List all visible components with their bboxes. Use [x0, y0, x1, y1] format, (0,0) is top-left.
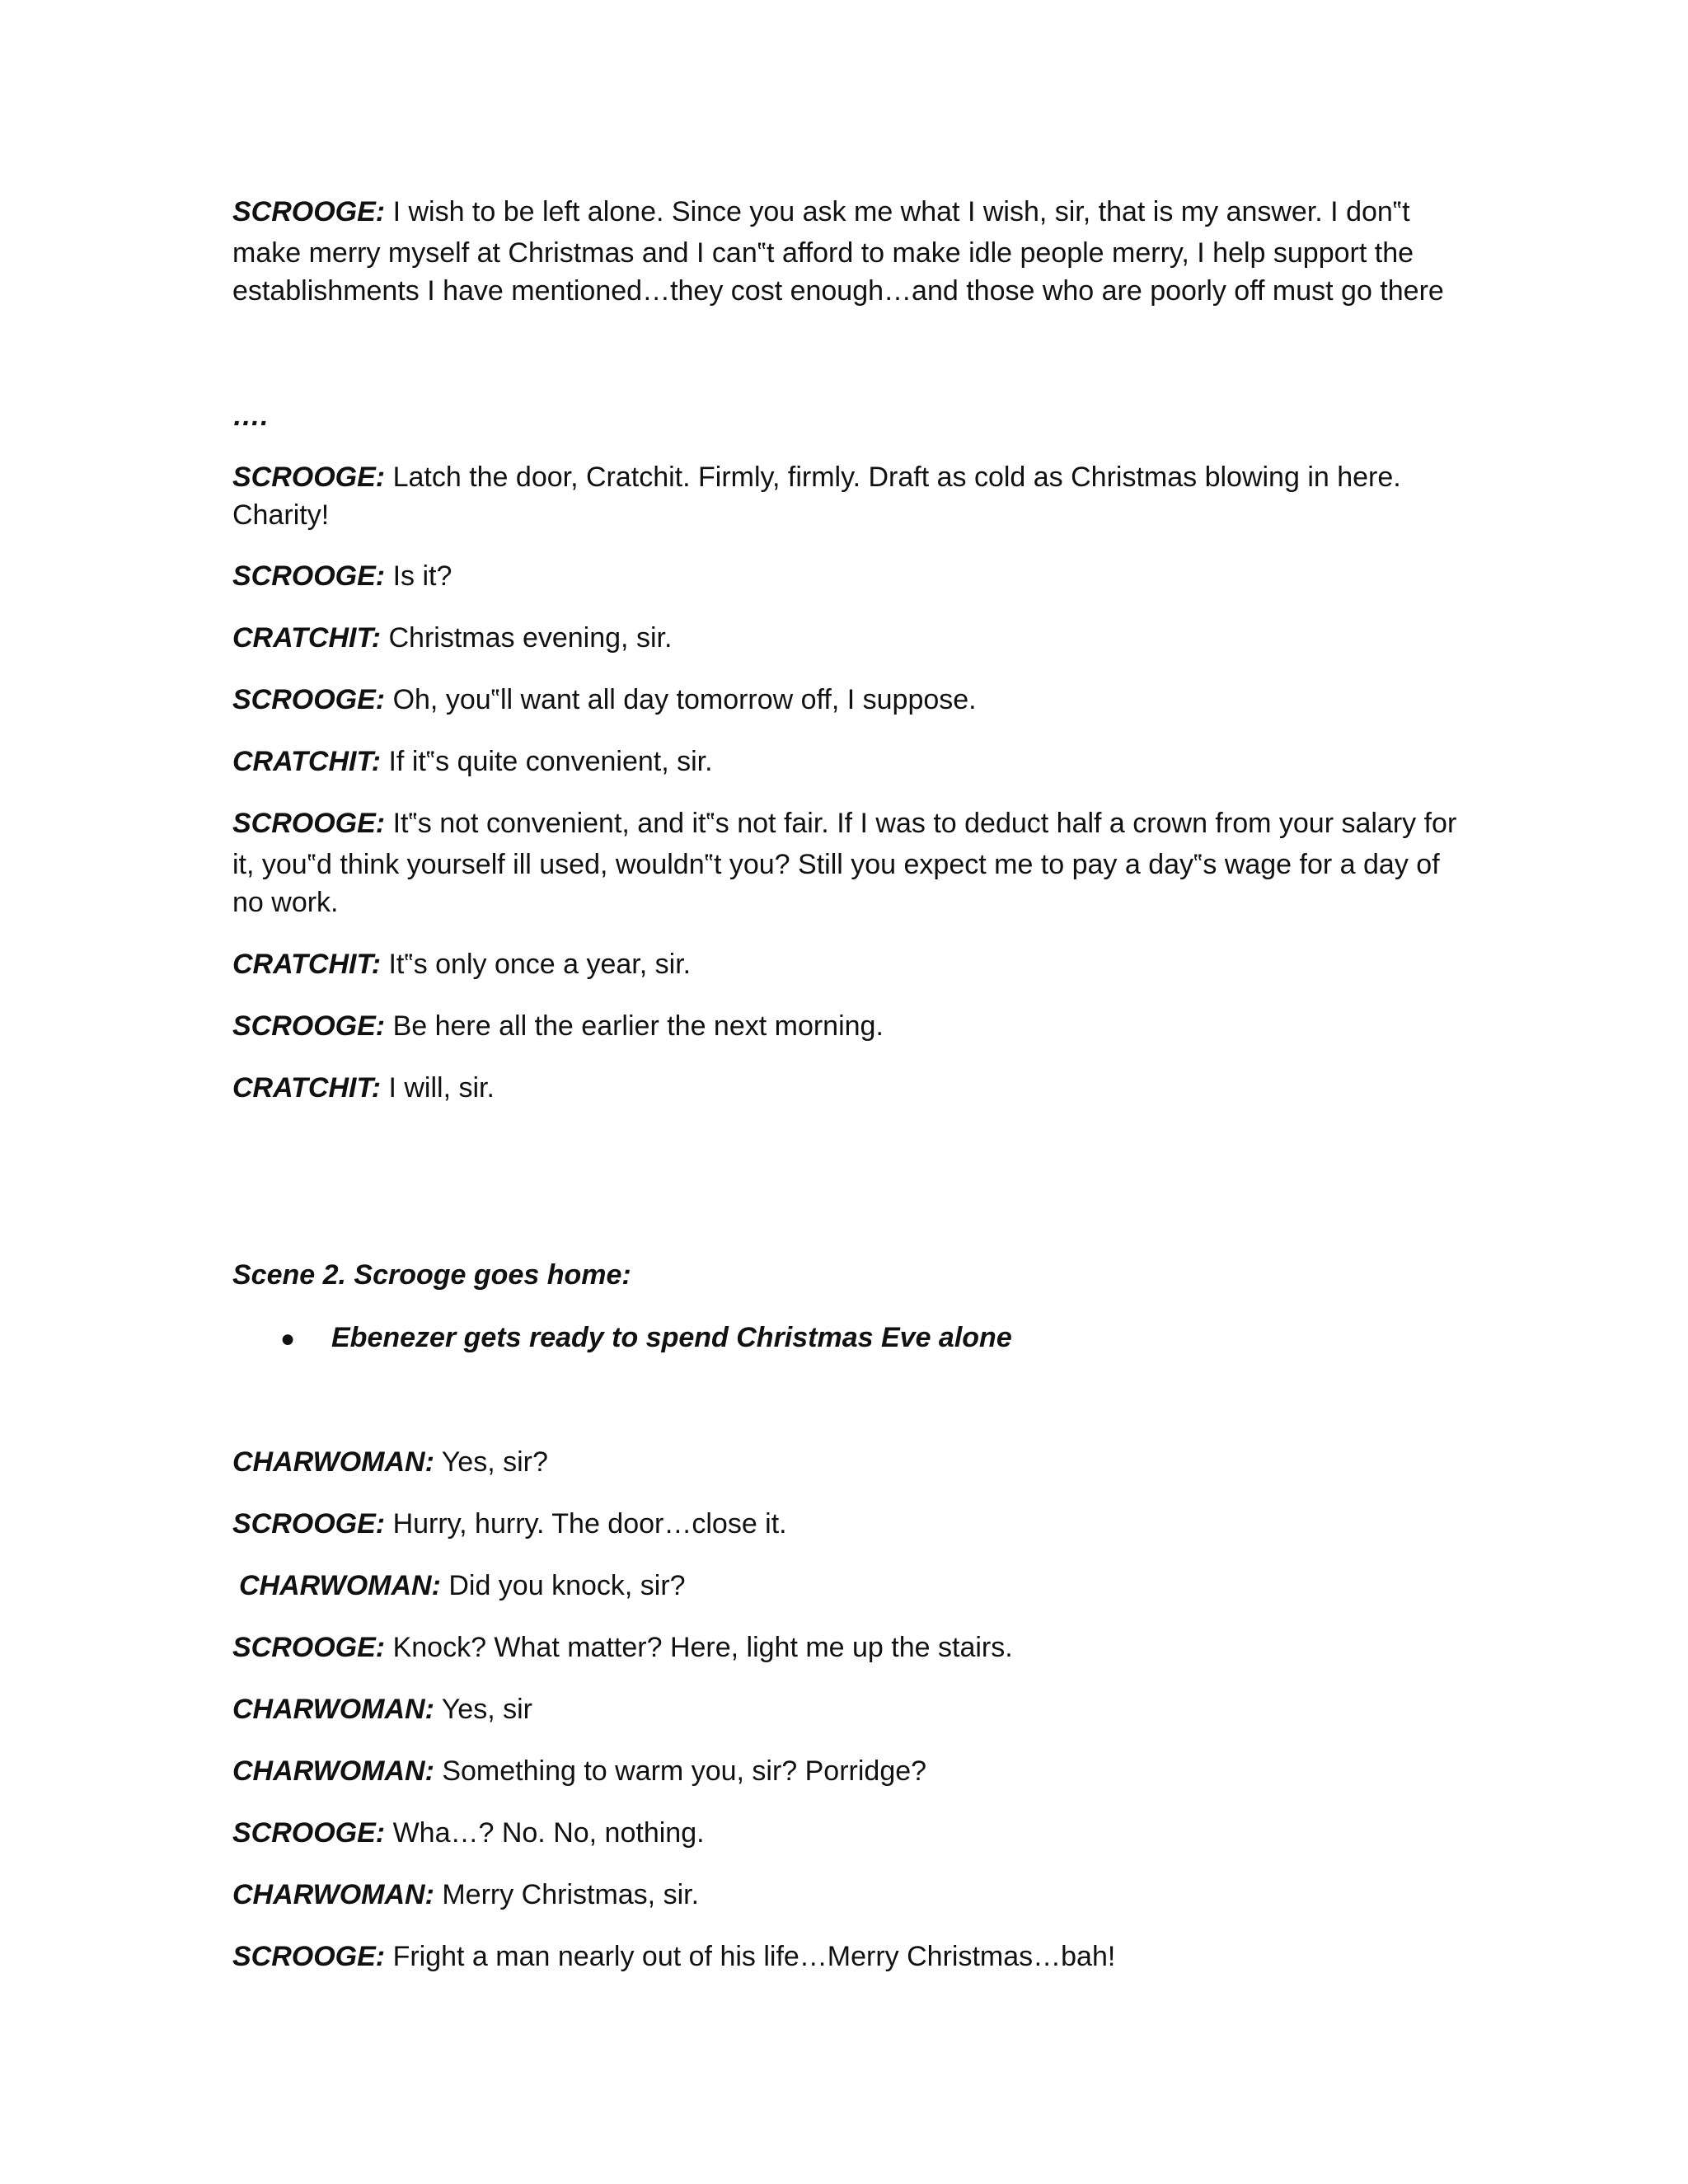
dialogue-text: It‟s only once a year, sir. [388, 949, 692, 980]
speaker-name: CHARWOMAN: [232, 1446, 434, 1478]
dialogue-text: Did you knock, sir? [448, 1570, 686, 1601]
section-separator: …. [232, 401, 269, 432]
dialogue-line [232, 458, 1469, 496]
dialogue-text: make merry myself at Christmas and I can‟t afford to make idle people merry, I help support the [232, 237, 1414, 269]
bullet-text: Ebenezer gets ready to spend Christmas Eve alone [331, 1322, 1012, 1353]
dialogue-text: it, you‟d think yourself ill used, wouldn‟t you? Still you expect me to pay a day‟s wage for a day of [232, 849, 1440, 880]
dialogue-text: Hurry, hurry. The door…close it. [392, 1508, 787, 1540]
dialogue-text: Something to warm you, sir? Porridge? [442, 1755, 927, 1787]
dialogue-line [232, 1876, 1469, 1914]
bullet-icon: ● [280, 1325, 296, 1352]
dialogue-text: Be here all the earlier the next morning. [392, 1010, 884, 1042]
speaker-name: SCROOGE: [232, 808, 386, 839]
dialogue-text: I wish to be left alone. Since you ask me what I wish, sir, that is my answer. I don‟t [392, 196, 1410, 227]
speaker-name: CRATCHIT: [232, 746, 382, 777]
dialogue-line [232, 743, 1469, 780]
dialogue-text: establishments I have mentioned…they cost enough…and those who are poorly off must go there [232, 275, 1444, 307]
dialogue-line [232, 804, 1469, 842]
dialogue-line [239, 1567, 1475, 1605]
dialogue-line [232, 846, 1469, 883]
speaker-name: CRATCHIT: [232, 622, 382, 654]
dialogue-line [232, 681, 1469, 719]
dialogue-line [232, 234, 1469, 272]
speaker-name: SCROOGE: [232, 560, 386, 592]
speaker-name: SCROOGE: [232, 196, 386, 227]
speaker-name: CHARWOMAN: [239, 1570, 441, 1601]
speaker-name: SCROOGE: [232, 1817, 386, 1849]
dialogue-line [232, 945, 1469, 983]
dialogue-line [232, 1938, 1469, 1975]
dialogue-text: Yes, sir [441, 1694, 532, 1725]
dialogue-line [232, 1629, 1469, 1666]
dialogue-text: no work. [232, 887, 339, 918]
dialogue-text: Yes, sir? [441, 1446, 548, 1478]
dialogue-text: I will, sir. [388, 1072, 495, 1104]
speaker-name: CRATCHIT: [232, 949, 382, 980]
dialogue-line [232, 272, 1469, 310]
dialogue-line [232, 1007, 1469, 1045]
dialogue-text: Christmas evening, sir. [388, 622, 673, 654]
speaker-name: SCROOGE: [232, 1632, 386, 1663]
speaker-name: CHARWOMAN: [232, 1755, 434, 1787]
dialogue-text: Fright a man nearly out of his life…Merry Christmas…bah! [392, 1941, 1116, 1972]
dialogue-text: Oh, you‟ll want all day tomorrow off, I suppose. [392, 684, 977, 715]
dialogue-line [232, 1690, 1469, 1728]
dialogue-text: Charity! [232, 499, 330, 531]
dialogue-line [232, 1443, 1469, 1481]
dialogue-line [232, 557, 1469, 595]
speaker-name: SCROOGE: [232, 1010, 386, 1042]
speaker-name: CRATCHIT: [232, 1072, 382, 1104]
dialogue-line [232, 1752, 1469, 1790]
speaker-name: CHARWOMAN: [232, 1879, 434, 1910]
dialogue-line [232, 619, 1469, 657]
dialogue-text: If it‟s quite convenient, sir. [388, 746, 713, 777]
dialogue-line [232, 1814, 1469, 1852]
speaker-name: CHARWOMAN: [232, 1694, 434, 1725]
dialogue-line [232, 193, 1469, 231]
speaker-name: SCROOGE: [232, 684, 386, 715]
scene-heading: Scene 2. Scrooge goes home: [232, 1259, 631, 1291]
dialogue-line [232, 496, 1469, 534]
dialogue-line [232, 883, 1469, 921]
dialogue-line [232, 1505, 1469, 1543]
dialogue-text: Latch the door, Cratchit. Firmly, firmly. Draft as cold as Christmas blowing in here. [392, 462, 1401, 493]
dialogue-text: Knock? What matter? Here, light me up the stairs. [392, 1632, 1013, 1663]
dialogue-text: Is it? [392, 560, 452, 592]
scene-bullet [280, 1319, 1012, 1358]
speaker-name: SCROOGE: [232, 462, 386, 493]
dialogue-line [232, 1069, 1469, 1107]
speaker-name: SCROOGE: [232, 1941, 386, 1972]
dialogue-text: It‟s not convenient, and it‟s not fair. If I was to deduct half a crown from your salary for [392, 808, 1457, 839]
dialogue-text: Merry Christmas, sir. [442, 1879, 700, 1910]
speaker-name: SCROOGE: [232, 1508, 386, 1540]
dialogue-text: Wha…? No. No, nothing. [392, 1817, 705, 1849]
